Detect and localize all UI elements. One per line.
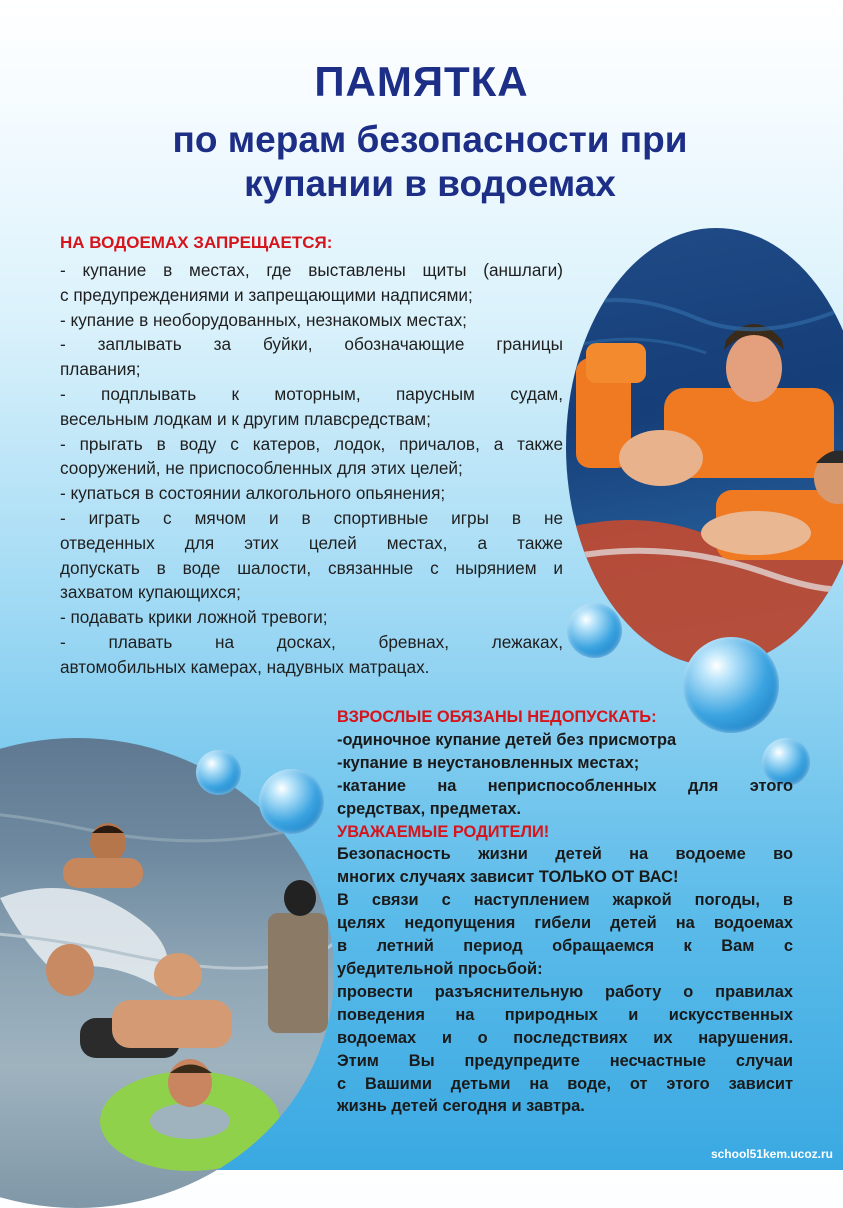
- list-item: - купание в местах, где выставлены щиты (аншлаги): [60, 260, 563, 280]
- paragraph-line: В связи с наступлением жаркой погоды, в: [337, 891, 793, 910]
- paragraph-line: убедительной просьбой:: [337, 959, 543, 978]
- list-item: - играть с мячом и в спортивные игры в не: [60, 507, 563, 528]
- list-item: плавания;: [60, 359, 141, 380]
- bubble-decoration: [567, 603, 622, 658]
- bubble-decoration: [196, 750, 241, 795]
- subtitle-line-2: купании в водоемах: [244, 163, 616, 204]
- poster-title: ПАМЯТКА: [314, 58, 529, 105]
- list-item: - плавать на досках, бревнах, лежаках,: [60, 631, 563, 652]
- list-item: - купание в необорудованных, незнакомых местах;: [60, 309, 467, 330]
- paragraph-line: провести разъяснительную работу о правилах: [337, 982, 793, 1001]
- list-item: весельным лодкам и к другим плавсредствам;: [60, 408, 431, 429]
- paragraph-line: многих случаях зависит ТОЛЬКО ОТ ВАС!: [337, 868, 679, 887]
- list-item: средствах, предметах.: [337, 799, 522, 818]
- list-item: -одиночное купание детей без присмотра: [337, 730, 677, 749]
- list-item: автомобильных камерах, надувных матрацах.: [60, 656, 430, 677]
- list-item: -купание в неустановленных местах;: [337, 753, 640, 772]
- list-item: отведенных для этих целей местах, а также: [60, 532, 563, 553]
- list-item: - прыгать в воду с катеров, лодок, причалов, а также: [60, 433, 563, 454]
- prohibited-heading: НА ВОДОЕМАХ ЗАПРЕЩАЕТСЯ:: [60, 233, 333, 252]
- adults-parents-block: [337, 706, 793, 1118]
- paragraph-line: жизнь детей сегодня и завтра.: [337, 1097, 585, 1116]
- rescue-photo: [566, 228, 843, 666]
- poster-subtitle: [70, 118, 790, 206]
- paragraph-line: в летний период обращаемся к Вам с: [337, 937, 793, 956]
- parents-heading: УВАЖАЕМЫЕ РОДИТЕЛИ!: [337, 822, 550, 841]
- list-item: - заплывать за буйки, обозначающие границы: [60, 334, 563, 355]
- list-item: допускать в воде шалости, связанные с нырянием и: [60, 557, 563, 578]
- paragraph-line: поведения на природных и искусственных: [337, 1005, 793, 1024]
- paragraph-line: Этим Вы предупредите несчастные случаи: [337, 1051, 793, 1070]
- site-watermark: school51kem.ucoz.ru: [710, 1147, 833, 1161]
- paragraph-line: с Вашими детьми на воде, от этого зависит: [337, 1074, 793, 1093]
- prohibited-list: [60, 258, 563, 680]
- subtitle-line-1: по мерам безопасности при: [172, 119, 688, 160]
- list-item: -катание на неприспособленных для этого: [337, 776, 793, 795]
- list-item: захватом купающихся;: [60, 582, 241, 603]
- list-item: - купаться в состоянии алкогольного опьянения;: [60, 483, 446, 504]
- paragraph-line: водоемах и о последствиях их нарушения.: [337, 1028, 793, 1047]
- rescue-photo-illustration: [566, 228, 843, 666]
- paragraph-line: целях недопущения гибели детей на водоемах: [337, 914, 793, 933]
- list-item: с предупреждениями и запрещающими надписями;: [60, 284, 473, 305]
- paragraph-line: Безопасность жизни детей на водоеме во: [337, 845, 793, 864]
- list-item: сооружений, не приспособленных для этих целей;: [60, 458, 463, 479]
- list-item: - подплывать к моторным, парусным судам,: [60, 383, 563, 404]
- adults-heading: ВЗРОСЛЫЕ ОБЯЗАНЫ НЕДОПУСКАТЬ:: [337, 708, 657, 726]
- bubble-decoration: [259, 769, 324, 834]
- list-item: - подавать крики ложной тревоги;: [60, 607, 328, 628]
